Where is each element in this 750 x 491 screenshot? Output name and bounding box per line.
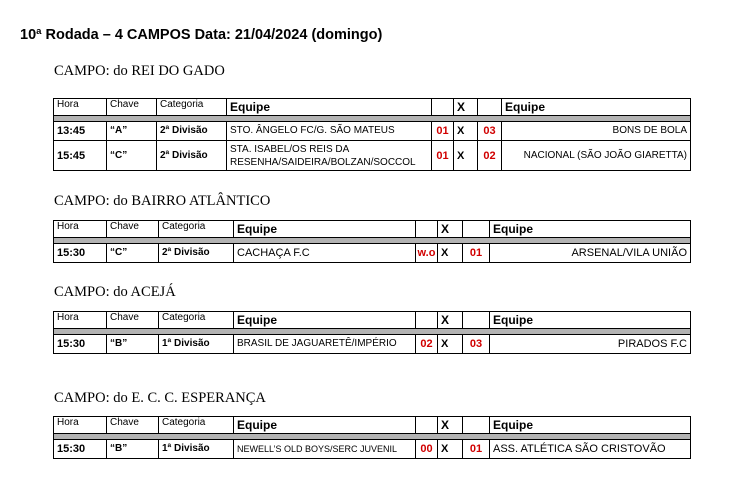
- home-score: 01: [432, 141, 454, 171]
- header-blank: [416, 221, 438, 238]
- header-hora: Hora: [54, 312, 107, 329]
- home-score: 01: [432, 122, 454, 141]
- match-chave: “C”: [107, 244, 159, 263]
- header-blank: [478, 99, 502, 116]
- header-equipe-home: Equipe: [234, 221, 416, 238]
- campo-title: CAMPO: do REI DO GADO: [54, 63, 225, 79]
- match-row: [54, 122, 691, 141]
- match-categoria: 1ª Divisão: [159, 335, 234, 354]
- header-blank: [416, 312, 438, 329]
- campo-title: CAMPO: do E. C. C. ESPERANÇA: [54, 390, 266, 406]
- header-equipe-away: Equipe: [490, 312, 691, 329]
- away-team: PIRADOS F.C: [490, 335, 691, 354]
- fixtures-table: [53, 416, 691, 459]
- header-equipe-away: Equipe: [502, 99, 691, 116]
- away-team: ASS. ATLÉTICA SÃO CRISTOVÃO: [490, 440, 691, 459]
- match-row: [54, 141, 691, 171]
- header-x: X: [438, 417, 463, 434]
- match-time: 15:45: [54, 141, 107, 171]
- header-row: [54, 221, 691, 238]
- header-blank: [432, 99, 454, 116]
- match-row: [54, 440, 691, 459]
- versus-x: X: [438, 335, 463, 354]
- match-categoria: 2ª Divisão: [159, 244, 234, 263]
- header-equipe-home: Equipe: [234, 312, 416, 329]
- match-time: 15:30: [54, 335, 107, 354]
- home-team: BRASIL DE JAGUARETÊ/IMPÉRIO: [234, 335, 416, 354]
- header-chave: Chave: [107, 417, 159, 434]
- header-row: [54, 312, 691, 329]
- header-blank: [463, 417, 490, 434]
- header-categoria: Categoria: [157, 99, 227, 116]
- header-chave: Chave: [107, 99, 157, 116]
- header-categoria: Categoria: [159, 221, 234, 238]
- versus-x: X: [454, 141, 478, 171]
- header-chave: Chave: [107, 312, 159, 329]
- header-categoria: Categoria: [159, 312, 234, 329]
- header-equipe-away: Equipe: [490, 221, 691, 238]
- match-categoria: 2ª Divisão: [157, 141, 227, 171]
- header-hora: Hora: [54, 417, 107, 434]
- match-row: [54, 335, 691, 354]
- header-x: X: [438, 312, 463, 329]
- match-chave: “C”: [107, 141, 157, 171]
- match-categoria: 1ª Divisão: [159, 440, 234, 459]
- campo-title: CAMPO: do BAIRRO ATLÂNTICO: [54, 193, 271, 209]
- away-score: 03: [478, 122, 502, 141]
- home-team: NEWELL’S OLD BOYS/SERC JUVENIL: [234, 440, 416, 459]
- match-chave: “B”: [107, 335, 159, 354]
- home-score: 00: [416, 440, 438, 459]
- match-time: 15:30: [54, 244, 107, 263]
- home-team: STA. ISABEL/OS REIS DA RESENHA/SAIDEIRA/BOLZAN/SOCCOL: [227, 141, 432, 171]
- header-hora: Hora: [54, 99, 107, 116]
- campo-title: CAMPO: do ACEJÁ: [54, 284, 176, 300]
- header-categoria: Categoria: [159, 417, 234, 434]
- header-blank: [416, 417, 438, 434]
- header-equipe-away: Equipe: [490, 417, 691, 434]
- header-row: [54, 417, 691, 434]
- header-equipe-home: Equipe: [234, 417, 416, 434]
- away-score: 03: [463, 335, 490, 354]
- away-team: ARSENAL/VILA UNIÃO: [490, 244, 691, 263]
- away-team: BONS DE BOLA: [502, 122, 691, 141]
- fixtures-table: [53, 98, 691, 171]
- away-score: 01: [463, 244, 490, 263]
- match-row: [54, 244, 691, 263]
- home-score: 02: [416, 335, 438, 354]
- match-time: 13:45: [54, 122, 107, 141]
- header-blank: [463, 221, 490, 238]
- header-x: X: [438, 221, 463, 238]
- fixtures-table: [53, 220, 691, 263]
- versus-x: X: [454, 122, 478, 141]
- away-team: NACIONAL (SÃO JOÃO GIARETTA): [502, 141, 691, 171]
- home-team: STO. ÂNGELO FC/G. SÃO MATEUS: [227, 122, 432, 141]
- header-row: [54, 99, 691, 116]
- match-chave: “A”: [107, 122, 157, 141]
- fixtures-table: [53, 311, 691, 354]
- home-score: w.o: [416, 244, 438, 263]
- header-equipe-home: Equipe: [227, 99, 432, 116]
- home-team: CACHAÇA F.C: [234, 244, 416, 263]
- page-title: 10ª Rodada – 4 CAMPOS Data: 21/04/2024 (domingo): [20, 27, 383, 43]
- match-chave: “B”: [107, 440, 159, 459]
- header-hora: Hora: [54, 221, 107, 238]
- away-score: 02: [478, 141, 502, 171]
- header-blank: [463, 312, 490, 329]
- match-time: 15:30: [54, 440, 107, 459]
- versus-x: X: [438, 440, 463, 459]
- away-score: 01: [463, 440, 490, 459]
- versus-x: X: [438, 244, 463, 263]
- header-chave: Chave: [107, 221, 159, 238]
- header-x: X: [454, 99, 478, 116]
- match-categoria: 2ª Divisão: [157, 122, 227, 141]
